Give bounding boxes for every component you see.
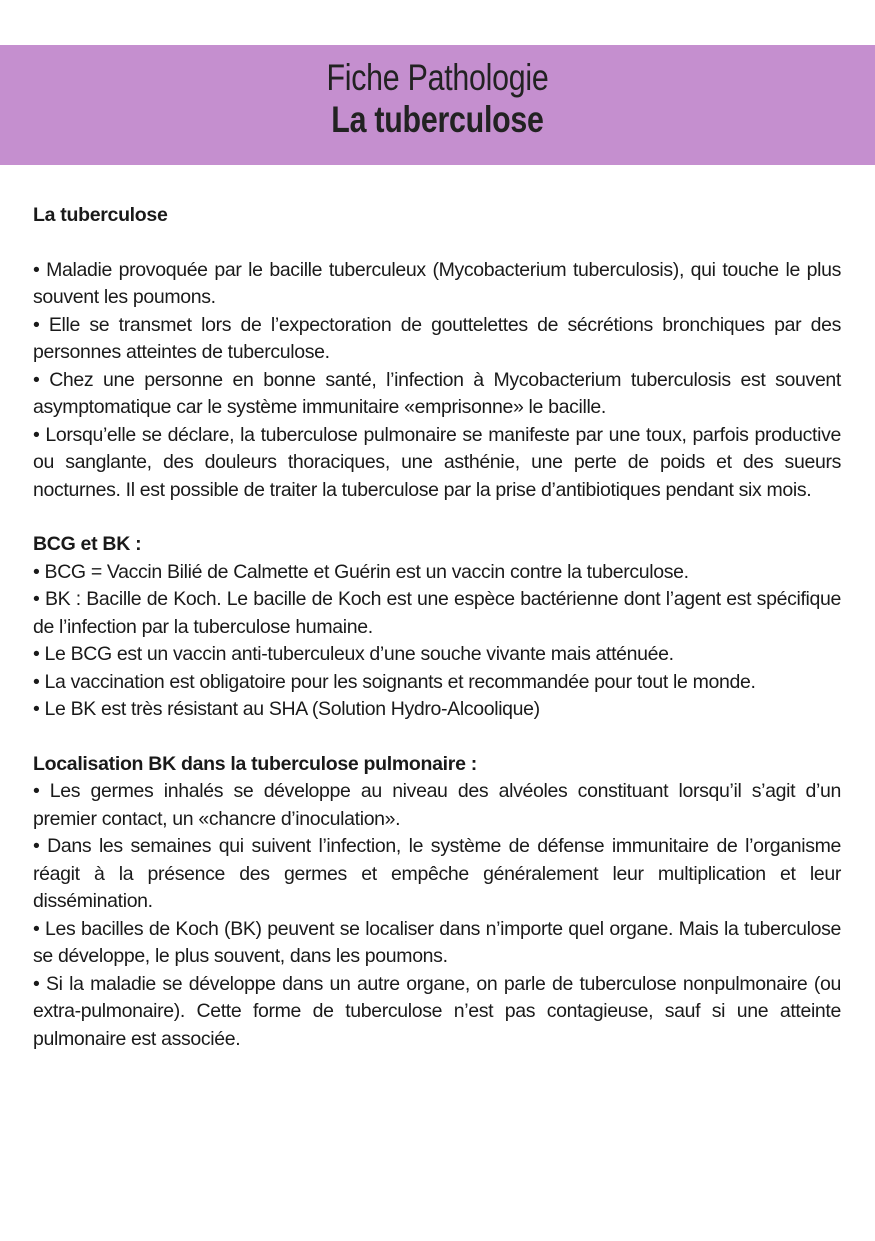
section-title: Localisation BK dans la tuberculose pulmonaire : <box>33 752 477 775</box>
list-item: • Le BK est très résistant au SHA (Solution Hydro-Alcoolique) <box>33 698 540 720</box>
list-item: • Si la maladie se développe dans un autre organe, on parle de tuberculose nonpulmonaire (ou extra-pulmonaire). Cette forme de tuberculose n’est pas contagieuse, sauf si une atteinte pulmonaire est associée. <box>33 972 841 1050</box>
section-title: BCG et BK : <box>33 533 142 555</box>
list-item: • Les germes inhalés se développe au niveau des alvéoles constituant lorsqu’il s’agit d’un premier contact, un «chancre d’inoculation». <box>33 780 841 830</box>
page-title-line2: La tuberculose <box>331 99 544 140</box>
list-item: • BK : Bacille de Koch. Le bacille de Koch est une espèce bactérienne dont l’agent est spécifique de l’infection par la tuberculose humaine. <box>33 588 841 638</box>
section-bcg-bk <box>33 531 841 724</box>
page-title-line1: Fiche Pathologie <box>326 57 549 98</box>
list-item: • BCG = Vaccin Bilié de Calmette et Guérin est un vaccin contre la tuberculose. <box>33 560 689 583</box>
list-item: • Les bacilles de Koch (BK) peuvent se localiser dans n’importe quel organe. Mais la tuberculose se développe, le plus souvent, dans les poumons. <box>33 917 841 967</box>
list-item: • La vaccination est obligatoire pour les soignants et recommandée pour tout le monde. <box>33 670 756 693</box>
section-la-tuberculose <box>33 202 841 504</box>
list-item: • Lorsqu’elle se déclare, la tuberculose pulmonaire se manifeste par une toux, parfois productive ou sanglante, des douleurs thoraciques, une asthénie, une perte de poids et des sueurs nocturnes. Il est possible de traiter la tuberculose par la prise d’antibiotiques pendant six mois. <box>33 423 841 501</box>
list-item: • Chez une personne en bonne santé, l’infection à Mycobacterium tuberculosis est souvent asymptomatique car le système immunitaire «emprisonne» le bacille. <box>33 368 841 418</box>
list-item: • Maladie provoquée par le bacille tuberculeux (Mycobacterium tuberculosis), qui touche le plus souvent les poumons. <box>33 258 841 308</box>
page-title <box>79 57 797 141</box>
list-item: • Le BCG est un vaccin anti-tuberculeux d’une souche vivante mais atténuée. <box>33 643 674 665</box>
document-body <box>33 202 841 1053</box>
list-item: • Dans les semaines qui suivent l’infection, le système de défense immunitaire de l’organisme réagit à la présence des germes et empêche généralement leur multiplication et leur dissémination. <box>33 835 841 912</box>
list-item: • Elle se transmet lors de l’expectoration de gouttelettes de sécrétions bronchiques par des personnes atteintes de tuberculose. <box>33 313 841 363</box>
section-title: La tuberculose <box>33 204 168 226</box>
section-localisation-bk <box>33 751 841 1054</box>
